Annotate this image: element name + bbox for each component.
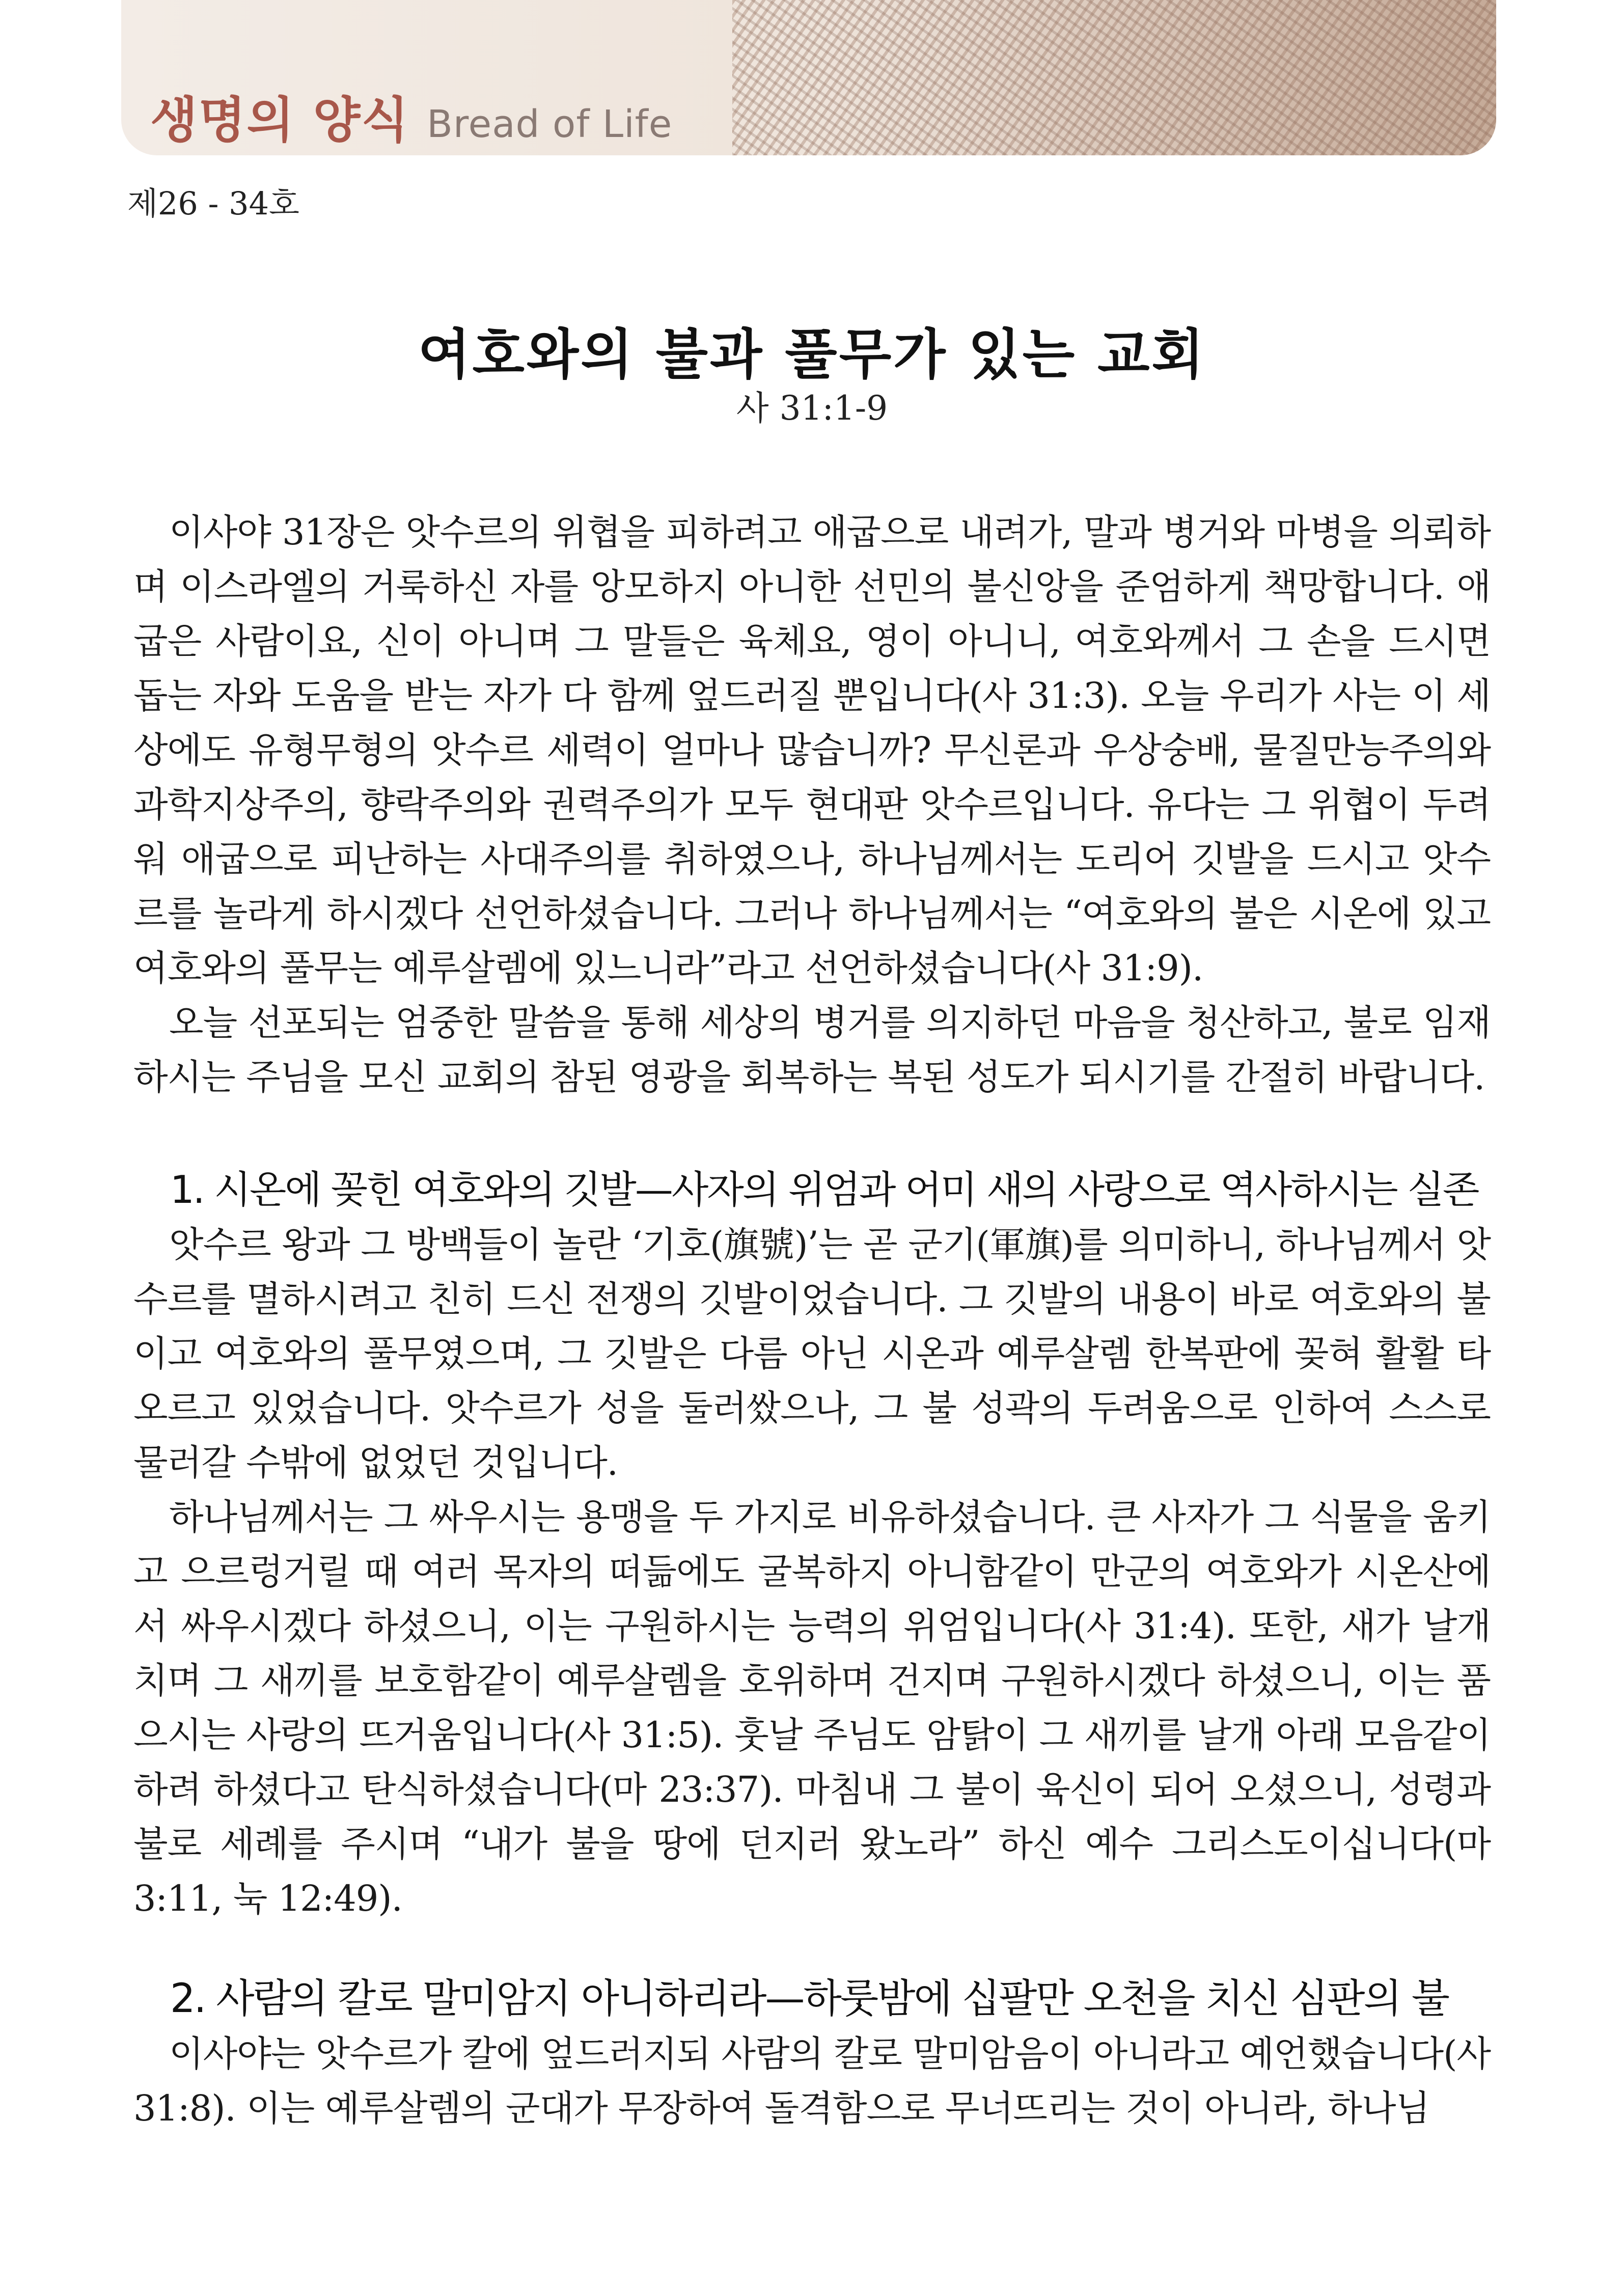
intro-paragraph: 이사야 31장은 앗수르의 위협을 피하려고 애굽으로 내려가, 말과 병거와 마병을 의뢰하며 이스라엘의 거룩하신 자를 앙모하지 아니한 선민의 불신앙을 준엄하게 책망합니다. 애굽은 사람이요, 신이 아니며 그 말들은 육체요, 영이 아니니, 여호와께서 그 손을 드시면 돕는 자와 도움을 받는 자가 다 함께 엎드러질 뿐입니다(사 31:3). 오늘 우리가 사는 이 세상에도 유형무형의 앗수르 세력이 얼마나 많습니까? 무신론과 우상숭배, 물질만능주의와 과학지상주의, 향락주의와 권력주의가 모두 현대판 앗수르입니다. 유다는 그 위협이 두려워 애굽으로 피난하는 사대주의를 취하였으나, 하나님께서는 도리어 깃발을 드시고 앗수르를 놀라게 하시겠다 선언하셨습니다. 그러나 하나님께서는 “여호와의 불은 시온에 있고 여호와의 풀무는 예루살렘에 있느니라”라고 선언하셨습니다(사 31:9). (133, 511, 1491, 989)
sermon-title: 여호와의 불과 풀무가 있는 교회 (418, 323, 1206, 386)
sermon-body (133, 505, 1491, 2136)
brand-title-english: Bread of Life (427, 102, 673, 146)
intro-paragraph: 오늘 선포되는 엄중한 말씀을 통해 세상의 병거를 의지하던 마음을 청산하고, 불로 임재하시는 주님을 모신 교회의 참된 영광을 회복하는 복된 성도가 되시기를 간절히 바랍니다. (133, 1002, 1491, 1098)
section-paragraph: 이사야는 앗수르가 칼에 엎드러지되 사람의 칼로 말미암음이 아니라고 예언했습니다(사 31:8). 이는 예루살렘의 군대가 무장하여 돌격함으로 무너뜨리는 것이 아니라, 하나님 (133, 2033, 1491, 2129)
section-heading: 2. 사람의 칼로 말미암지 아니하리라—하룻밤에 십팔만 오천을 치신 심판의 불 (170, 1976, 1449, 2022)
section-spacer (133, 1926, 1491, 1971)
brand-title-korean: 생명의 양식 (150, 92, 410, 149)
section-paragraph: 앗수르 왕과 그 방백들이 놀란 ‘기호(旗號)’는 곧 군기(軍旗)를 의미하니, 하나님께서 앗수르를 멸하시려고 친히 드신 전쟁의 깃발이었습니다. 그 깃발의 내용이 바로 여호와의 불이고 여호와의 풀무였으며, 그 깃발은 다름 아닌 시온과 예루살렘 한복판에 꽂혀 활활 타오르고 있었습니다. 앗수르가 성을 둘러쌌으나, 그 불 성곽의 두려움으로 인하여 스스로 물러갈 수밖에 없었던 것입니다. (133, 1224, 1491, 1483)
issue-number: 제26 - 34호 (127, 185, 299, 222)
banner-background-image (732, 0, 1496, 155)
scripture-reference: 사 31:1-9 (736, 389, 888, 428)
section-paragraph: 하나님께서는 그 싸우시는 용맹을 두 가지로 비유하셨습니다. 큰 사자가 그 식물을 움키고 으르렁거릴 때 여러 목자의 떠듦에도 굴복하지 아니함같이 만군의 여호와가 시온산에서 싸우시겠다 하셨으니, 이는 구원하시는 능력의 위엄입니다(사 31:4). 또한, 새가 날개 치며 그 새끼를 보호함같이 예루살렘을 호위하며 건지며 구원하시겠다 하셨으니, 이는 품으시는 사랑의 뜨거움입니다(사 31:5). 훗날 주님도 암탉이 그 새끼를 날개 아래 모음같이 하려 하셨다고 탄식하셨습니다(마 23:37). 마침내 그 불이 육신이 되어 오셨으니, 성령과 불로 세례를 주시며 “내가 불을 땅에 던지러 왔노라” 하신 예수 그리스도이십니다(마 3:11, 눅 12:49). (133, 1496, 1491, 1919)
header-banner (121, 0, 1496, 155)
section-spacer (133, 1105, 1491, 1162)
section-heading: 1. 시온에 꽂힌 여호와의 깃발—사자의 위엄과 어미 새의 사랑으로 역사하시는 실존 (170, 1167, 1478, 1212)
banner-title (150, 81, 672, 151)
